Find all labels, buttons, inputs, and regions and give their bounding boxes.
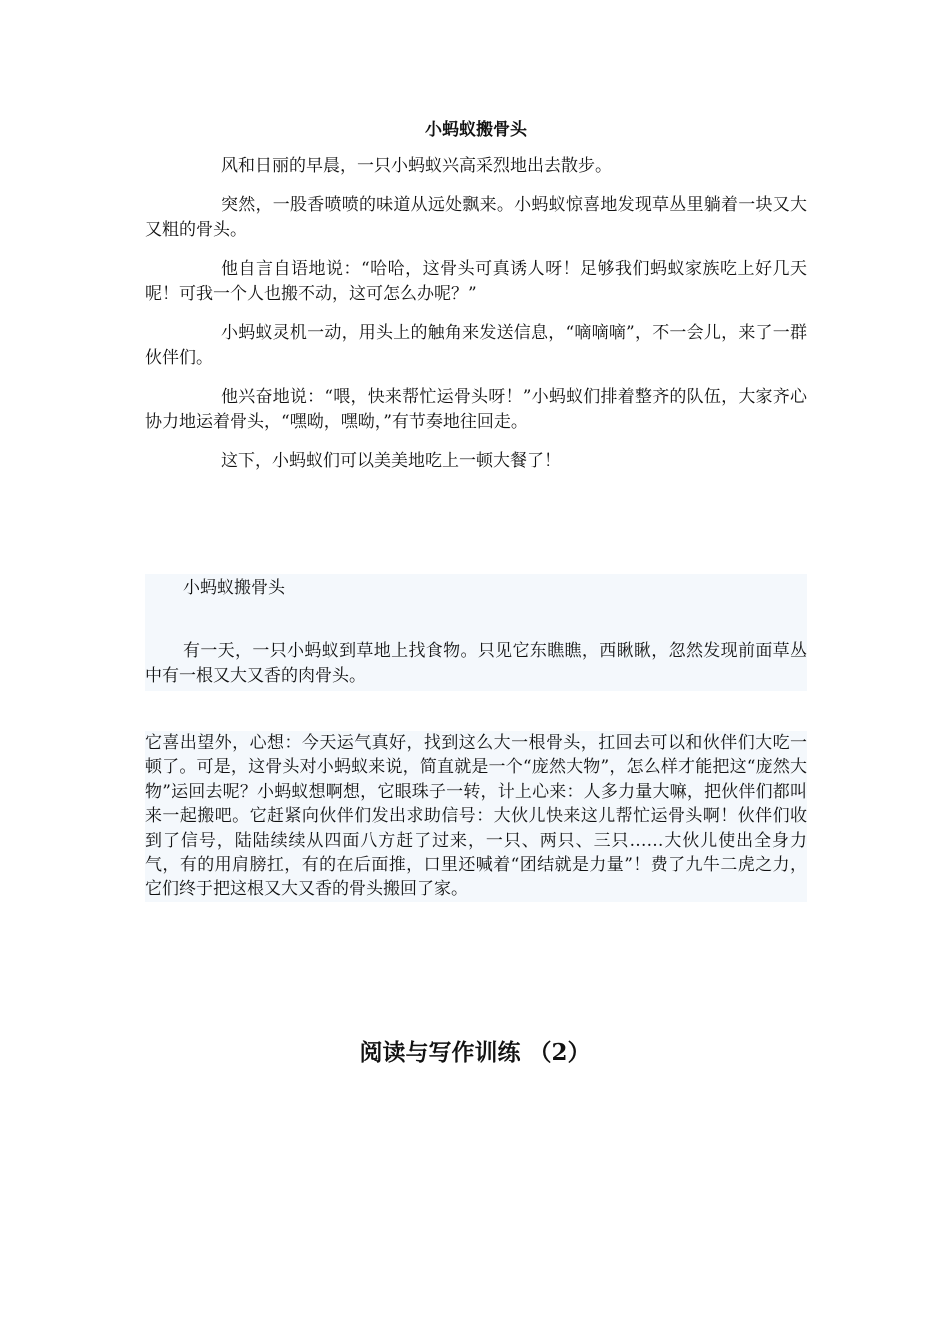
story-two-intro: 有一天，一只小蚂蚁到草地上找食物。只见它东瞧瞧，西瞅瞅，忽然发现前面草丛中有一根又大又香的肉骨头。 xyxy=(145,641,807,686)
story-one-title: 小蚂蚁搬骨头 xyxy=(425,120,527,140)
story-one-paragraph-1: 风和日丽的早晨，一只小蚂蚁兴高采烈地出去散步。 xyxy=(221,156,612,176)
story-one-paragraph-6: 这下，小蚂蚁们可以美美地吃上一顿大餐了！ xyxy=(221,451,561,471)
story-one-paragraph-3: 他自言自语地说：“哈哈，这骨头可真诱人呀！足够我们蚂蚁家族吃上好几天呢！可我一个人也搬不动，这可怎么办呢？” xyxy=(145,259,807,304)
story-two-title: 小蚂蚁搬骨头 xyxy=(183,578,285,598)
story-one xyxy=(145,118,807,488)
story-one-paragraph-5: 他兴奋地说：“喂，快来帮忙运骨头呀！”小蚂蚁们排着整齐的队伍，大家齐心协力地运着骨头，“嘿呦，嘿呦，”有节奏地往回走。 xyxy=(145,387,807,432)
story-one-paragraph-2: 突然，一股香喷喷的味道从远处飘来。小蚂蚁惊喜地发现草丛里躺着一块又大又粗的骨头。 xyxy=(145,195,807,240)
story-two-body: 它喜出望外，心想：今天运气真好，找到这么大一根骨头，扛回去可以和伙伴们大吃一顿了。可是，这骨头对小蚂蚁来说，简直就是一个“庞然大物”，怎么样才能把这“庞然大物”运回去呢？小蚂蚁想啊想，它眼珠子一转，计上心来：人多力量大嘛，把伙伴们都叫来一起搬吧。它赶紧向伙伴们发出求助信号：大伙儿快来这儿帮忙运骨头啊！伙伴们收到了信号，陆陆续续从四面八方赶了过来，一只、两只、三只……大伙儿使出全身力气，有的用肩膀扛，有的在后面推，口里还喊着“团结就是力量”！费了九牛二虎之力，它们终于把这根又大又香的骨头搬回了家。 xyxy=(145,731,807,902)
section-heading: 阅读与写作训练 （2） xyxy=(359,1039,591,1066)
story-one-paragraph-4: 小蚂蚁灵机一动，用头上的触角来发送信息，“嘀嘀嘀”，不一会儿，来了一群伙伴们。 xyxy=(145,323,807,368)
story-two-header-block xyxy=(145,574,807,691)
